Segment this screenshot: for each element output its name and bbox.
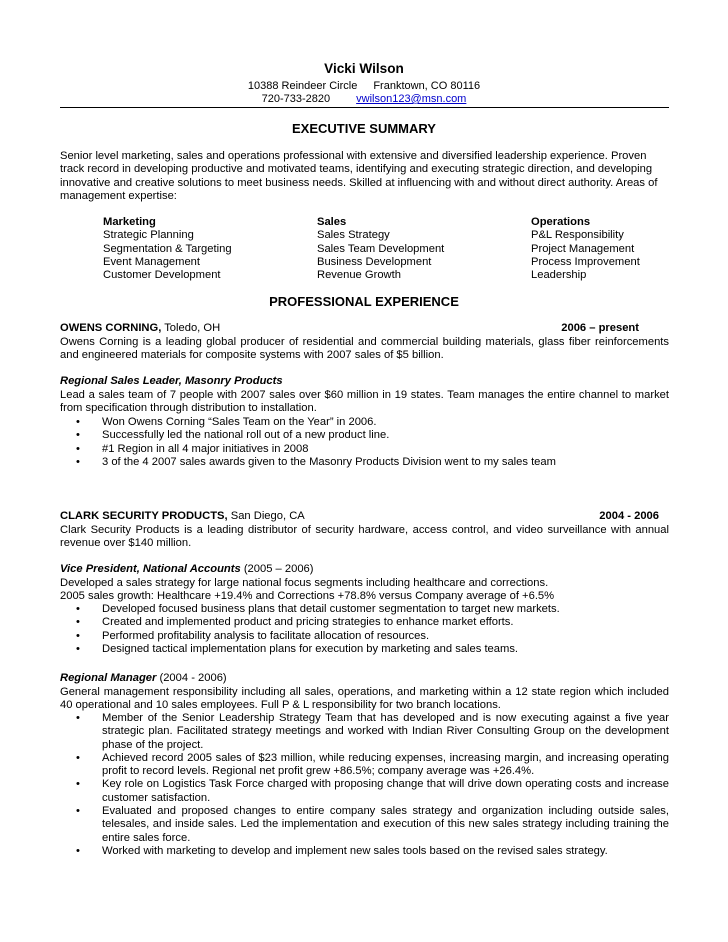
expertise-column-marketing	[103, 216, 232, 282]
city-state-zip: Franktown, CO 80116	[373, 80, 481, 92]
role-title: Regional Sales Leader, Masonry Products	[60, 375, 283, 387]
employer-name: OWENS CORNING,	[60, 322, 162, 334]
summary-paragraph: Senior level marketing, sales and operations professional with extensive and diversified leadership experience. Proven track record in developing productive and motivated teams, identifying and executing strategic direction, and developing innovative and creative solutions to meet business needs. Skilled at influencing with and without direct authority. Areas of management expertise:	[60, 150, 658, 202]
list-item: • #1 Region in all 4 major initiatives in 2008	[60, 443, 669, 456]
achievements-list	[60, 416, 669, 469]
role-dates: (2004 - 2006)	[156, 672, 227, 684]
expertise-item: Sales Strategy	[317, 229, 390, 242]
expertise-item: Business Development	[317, 255, 432, 268]
list-item: • Member of the Senior Leadership Strategy Team that has developed and is now executing against a five year strategic plan. Facilitated strategy meetings and worked with Indian River Consulting Group on the development phase of the project.	[60, 712, 669, 752]
role-heading-vp	[60, 563, 669, 576]
expertise-item: Process Improvement	[531, 255, 640, 268]
role-title: Regional Manager	[60, 672, 157, 684]
employer-description: Owens Corning is a leading global producer of residential and commercial building materials, glass fiber reinforcements and engineered materials for composite systems with 2007 sales of $5 billion.	[60, 336, 669, 362]
expertise-title: Operations	[531, 216, 591, 228]
list-item: • Developed focused business plans that detail customer segmentation to target new markets.	[60, 603, 669, 616]
contact-line	[0, 93, 728, 106]
list-item: • Successfully led the national roll out of a new product line.	[60, 429, 669, 442]
list-item: • 3 of the 4 2007 sales awards given to the Masonry Products Division went to my sales team	[60, 456, 669, 469]
role-summary: Lead a sales team of 7 people with 2007 sales over $60 million in 19 states. Team manages the entire channel to market from specification through distribution to installation.	[60, 389, 669, 415]
expertise-title: Marketing	[103, 216, 156, 228]
email-link[interactable]: vwilson123@msn.com	[356, 93, 467, 105]
address-line	[0, 80, 728, 93]
list-item: • Worked with marketing to develop and implement new sales tools based on the revised sales strategy.	[60, 845, 669, 858]
header-divider	[60, 107, 669, 108]
expertise-item: Strategic Planning	[103, 229, 194, 242]
role-summary: General management responsibility including all sales, operations, and marketing within a 12 state region which included 40 operational and 10 sales employees. Full P & L responsibility for two branch locations.	[60, 686, 669, 712]
role-heading-rm	[60, 672, 669, 685]
list-item: • Evaluated and proposed changes to entire company sales strategy and organization including outside sales, telesales, and inside sales. Led the implementation and execution of this new sales strategy including training the entire sales force.	[60, 805, 669, 845]
employer-location: San Diego, CA	[227, 510, 305, 522]
employer-row-clark	[60, 510, 669, 524]
expertise-item: Segmentation & Targeting	[103, 242, 232, 255]
executive-summary-heading: EXECUTIVE SUMMARY	[292, 121, 436, 136]
employment-dates: 2004 - 2006	[599, 510, 659, 522]
achievements-list	[60, 603, 669, 656]
achievements-list	[60, 712, 669, 858]
list-item: • Performed profitability analysis to facilitate allocation of resources.	[60, 630, 669, 643]
expertise-title: Sales	[317, 216, 347, 228]
expertise-item: Customer Development	[103, 269, 221, 282]
list-item: • Achieved record 2005 sales of $23 million, while reducing expenses, increasing margin, and increasing operating profit to record levels. Regional net profit grew +86.5%; company average was +26.4%.	[60, 752, 669, 779]
expertise-item: P&L Responsibility	[531, 229, 624, 242]
candidate-name: Vicki Wilson	[324, 61, 404, 76]
role-dates: (2005 – 2006)	[240, 563, 314, 575]
role-summary: Developed a sales strategy for large national focus segments including healthcare and corrections.	[60, 577, 549, 589]
role-title: Vice President, National Accounts	[60, 563, 241, 575]
expertise-item: Sales Team Development	[317, 242, 445, 255]
street-address: 10388 Reindeer Circle	[247, 80, 358, 92]
expertise-item: Leadership	[531, 269, 587, 282]
professional-experience-heading: PROFESSIONAL EXPERIENCE	[269, 294, 459, 309]
list-item: • Designed tactical implementation plans for execution by marketing and sales teams.	[60, 643, 669, 656]
list-item: • Won Owens Corning “Sales Team on the Year” in 2006.	[60, 416, 669, 429]
employer-description: Clark Security Products is a leading distributor of security hardware, access control, and video surveillance with annual revenue over $140 million.	[60, 524, 669, 550]
list-item: • Key role on Logistics Task Force charged with proposing change that will drive down operating costs and increase customer satisfaction.	[60, 778, 669, 805]
role-results: 2005 sales growth: Healthcare +19.4% and Corrections +78.8% versus Company average of +6.5%	[60, 590, 555, 602]
employment-dates: 2006 – present	[561, 322, 639, 334]
employer-name: CLARK SECURITY PRODUCTS,	[60, 510, 228, 522]
expertise-item: Event Management	[103, 255, 201, 268]
phone-number: 720-733-2820	[261, 93, 331, 105]
expertise-item: Project Management	[531, 242, 635, 255]
list-item: • Created and implemented product and pricing strategies to enhance market efforts.	[60, 616, 669, 629]
expertise-column-sales	[317, 216, 444, 282]
expertise-column-operations	[531, 216, 640, 282]
employer-row-owens	[60, 322, 669, 336]
expertise-item: Revenue Growth	[317, 269, 401, 282]
employer-location: Toledo, OH	[161, 322, 221, 334]
